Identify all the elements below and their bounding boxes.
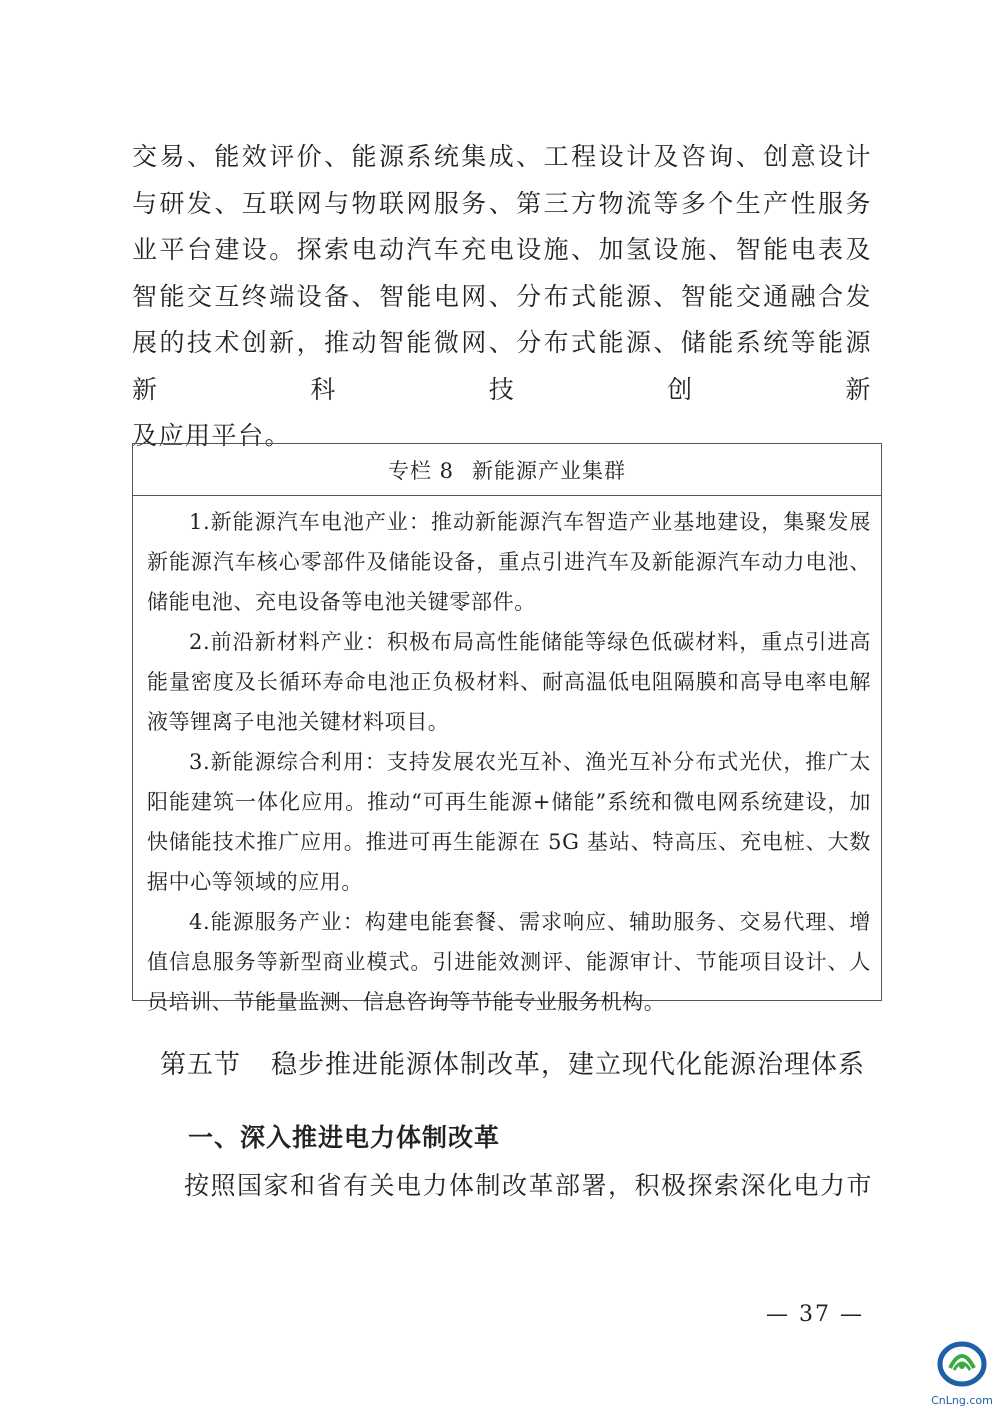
section-number: 第五节 (160, 1050, 242, 1080)
column-label: 专栏 8 (387, 458, 455, 483)
page-number: — 37 — (766, 1302, 864, 1327)
column-item: 3.新能源综合利用：支持发展农光互补、渔光互补分布式光伏，推广太阳能建筑一体化应用。推动“可再生能源+储能”系统和微电网系统建设，加快储能技术推广应用。推进可再生能源在 5G 基站、特高压、充电桩、大数据中心等领域的应用。 (147, 750, 871, 894)
column-item: 4.能源服务产业：构建电能套餐、需求响应、辅助服务、交易代理、增值信息服务等新型商业模式。引进能效测评、能源审计、节能项目设计、人员培训、节能量监测、信息咨询等节能专业服务机构。 (147, 910, 871, 1014)
column-box-title (133, 444, 881, 496)
section-title: 稳步推进能源体制改革，建立现代化能源治理体系 (271, 1050, 866, 1080)
intro-text: 交易、能效评价、能源系统集成、工程设计及咨询、创意设计与研发、互联网与物联网服务、第三方物流等多个生产性服务业平台建设。探索电动汽车充电设施、加氢设施、智能电表及智能交互终端设备、智能电网、分布式能源、智能交通融合发展的技术创新，推动智能微网、分布式能源、储能系统等能源新科技创新 (132, 142, 872, 404)
column-title: 新能源产业集群 (472, 458, 627, 483)
section-heading (160, 1044, 880, 1081)
subheading: 一、深入推进电力体制改革 (188, 1123, 501, 1152)
cnlng-logo-icon (930, 1334, 994, 1410)
column-item: 2.前沿新材料产业：积极布局高性能储能等绿色低碳材料，重点引进高能量密度及长循环寿命电池正负极材料、耐高温低电阻隔膜和高导电率电解液等锂离子电池关键材料项目。 (147, 630, 871, 734)
column-item: 1.新能源汽车电池产业：推动新能源汽车智造产业基地建设，集聚发展新能源汽车核心零部件及储能设备，重点引进汽车及新能源汽车动力电池、储能电池、充电设备等电池关键零部件。 (147, 510, 871, 614)
intro-last-line: 及应用平台。 (132, 421, 292, 450)
logo-text: CnLng.com (931, 1394, 993, 1407)
body-paragraph: 按照国家和省有关电力体制改革部署，积极探索深化电力市 (184, 1171, 874, 1200)
column-box-body (133, 496, 881, 1022)
cnlng-logo (930, 1334, 994, 1410)
intro-paragraph (132, 134, 872, 460)
column-box (132, 443, 882, 1014)
